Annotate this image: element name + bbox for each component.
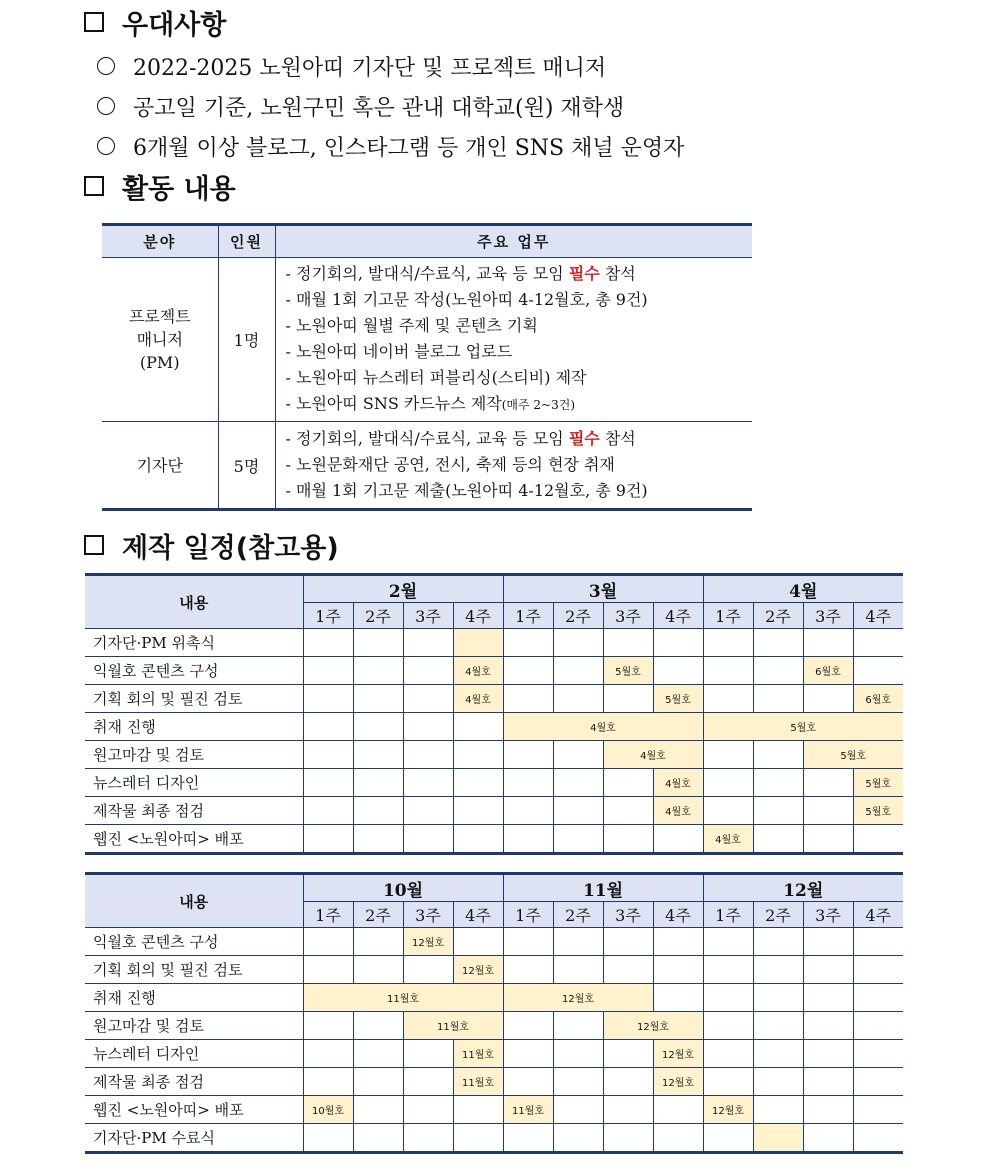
schedule-cell xyxy=(803,1124,853,1153)
schedule-cell xyxy=(753,657,803,685)
schedule-cell xyxy=(603,1068,653,1096)
month-header: 2월 xyxy=(303,575,503,603)
reporter-field: 기자단 xyxy=(102,422,218,510)
schedule-cell xyxy=(603,956,653,984)
circle-bullet-icon xyxy=(97,97,115,115)
schedule-cell xyxy=(603,769,653,797)
required-mark: 필수 xyxy=(568,264,600,283)
schedule-row xyxy=(85,657,903,685)
schedule-cell xyxy=(353,928,403,956)
schedule-cell xyxy=(353,629,403,657)
task-label: 익월호 콘텐츠 구성 xyxy=(85,657,303,685)
week-header: 4주 xyxy=(853,603,903,629)
month-header: 10월 xyxy=(303,874,503,902)
schedule-cell xyxy=(853,956,903,984)
circle-bullet-icon xyxy=(97,57,115,75)
schedule-cell xyxy=(403,825,453,854)
task-label: 익월호 콘텐츠 구성 xyxy=(85,928,303,956)
schedule-bar: 5월호 xyxy=(853,769,903,797)
duty-line: - 정기회의, 발대식/수료식, 교육 등 모임 필수 참석 xyxy=(285,429,636,448)
schedule-cell xyxy=(803,928,853,956)
schedule-row xyxy=(85,1068,903,1096)
schedule-table-2 xyxy=(85,872,903,1154)
schedule-cell xyxy=(803,1040,853,1068)
task-label: 취재 진행 xyxy=(85,713,303,741)
schedule-cell xyxy=(753,741,803,769)
schedule-cell xyxy=(653,1124,703,1153)
activity-heading xyxy=(84,168,236,204)
task-label: 웹진 <노원아띠> 배포 xyxy=(85,825,303,854)
month-header: 4월 xyxy=(703,575,903,603)
schedule-cell xyxy=(853,657,903,685)
week-header: 1주 xyxy=(703,603,753,629)
schedule-bar: 12월호 xyxy=(503,984,653,1012)
schedule-cell xyxy=(303,1040,353,1068)
benefit-item xyxy=(97,130,684,162)
schedule-bar: 12월호 xyxy=(703,1096,753,1124)
schedule-cell xyxy=(353,1068,403,1096)
schedule-cell xyxy=(703,1124,753,1153)
schedule-cell xyxy=(503,797,553,825)
schedule-bar: 11월호 xyxy=(453,1040,503,1068)
schedule-cell xyxy=(503,928,553,956)
required-mark: 필수 xyxy=(568,429,600,448)
schedule-cell xyxy=(453,928,503,956)
schedule-cell xyxy=(803,629,853,657)
schedule-cell xyxy=(353,657,403,685)
schedule-row xyxy=(85,769,903,797)
schedule-bar: 4월호 xyxy=(453,685,503,713)
schedule-bar: 12월호 xyxy=(453,956,503,984)
schedule-cell xyxy=(703,984,753,1012)
schedule-bar: 12월호 xyxy=(403,928,453,956)
schedule-cell xyxy=(403,797,453,825)
benefit-text: 6개월 이상 블로그, 인스타그램 등 개인 SNS 채널 운영자 xyxy=(133,135,685,161)
schedule-bar: 4월호 xyxy=(603,741,703,769)
schedule-bar: 5월호 xyxy=(653,685,703,713)
schedule-row xyxy=(85,1040,903,1068)
schedule-bar: 4월호 xyxy=(503,713,703,741)
week-header: 3주 xyxy=(403,603,453,629)
week-header: 4주 xyxy=(653,902,703,928)
schedule-row xyxy=(85,984,903,1012)
schedule-bar: 10월호 xyxy=(303,1096,353,1124)
content-header: 내용 xyxy=(85,575,303,629)
schedule-cell xyxy=(853,1096,903,1124)
schedule-row xyxy=(85,825,903,854)
schedule-cell xyxy=(603,1040,653,1068)
schedule-cell xyxy=(303,629,353,657)
pm-duties xyxy=(275,258,752,422)
schedule-cell xyxy=(553,1068,603,1096)
schedule-cell xyxy=(403,629,453,657)
week-header: 3주 xyxy=(403,902,453,928)
week-header: 1주 xyxy=(303,603,353,629)
schedule-cell xyxy=(503,657,553,685)
schedule-cell xyxy=(653,928,703,956)
schedule-cell xyxy=(553,797,603,825)
schedule-cell xyxy=(503,825,553,854)
week-header: 1주 xyxy=(303,902,353,928)
schedule-cell xyxy=(553,1096,603,1124)
schedule-cell xyxy=(803,1096,853,1124)
checkbox-square-icon xyxy=(84,535,104,555)
schedule-cell xyxy=(553,629,603,657)
schedule-bar: 5월호 xyxy=(803,741,903,769)
schedule-row xyxy=(85,956,903,984)
schedule-cell xyxy=(303,685,353,713)
schedule-bar: 11월호 xyxy=(453,1068,503,1096)
schedule-cell xyxy=(303,713,353,741)
schedule-bar: 4월호 xyxy=(653,797,703,825)
month-header: 3월 xyxy=(503,575,703,603)
schedule-cell xyxy=(603,629,653,657)
schedule-cell xyxy=(853,1124,903,1153)
schedule-cell xyxy=(503,1068,553,1096)
schedule-cell xyxy=(303,1012,353,1040)
week-header: 4주 xyxy=(453,603,503,629)
pm-field-line: 프로젝트 xyxy=(128,307,191,326)
pm-field-line: 매니저 xyxy=(136,330,183,349)
schedule-bar: 4월호 xyxy=(703,825,753,854)
schedule-bar: 11월호 xyxy=(303,984,503,1012)
schedule-row xyxy=(85,713,903,741)
schedule-cell xyxy=(453,741,503,769)
schedule-cell xyxy=(803,685,853,713)
schedule-cell xyxy=(703,685,753,713)
schedule-cell xyxy=(753,984,803,1012)
schedule-cell xyxy=(303,928,353,956)
schedule-cell xyxy=(553,1040,603,1068)
schedule-cell xyxy=(653,825,703,854)
schedule-cell xyxy=(853,928,903,956)
schedule-cell xyxy=(553,741,603,769)
schedule-cell xyxy=(653,956,703,984)
duty-line: - 매월 1회 기고문 작성(노원아띠 4-12월호, 총 9건) xyxy=(285,290,648,309)
schedule-cell xyxy=(303,657,353,685)
schedule-cell xyxy=(303,956,353,984)
week-header: 2주 xyxy=(753,603,803,629)
schedule-row xyxy=(85,1012,903,1040)
schedule-cell xyxy=(553,685,603,713)
schedule-cell xyxy=(403,1124,453,1153)
benefits-title: 우대사항 xyxy=(122,9,227,41)
week-header: 2주 xyxy=(353,902,403,928)
schedule-cell xyxy=(603,928,653,956)
content-header: 내용 xyxy=(85,874,303,928)
task-label: 기획 회의 및 필진 검토 xyxy=(85,685,303,713)
schedule-cell xyxy=(303,741,353,769)
schedule-cell xyxy=(353,797,403,825)
task-label: 원고마감 및 검토 xyxy=(85,1012,303,1040)
schedule-cell xyxy=(303,1124,353,1153)
schedule-title: 제작 일정(참고용) xyxy=(122,532,339,564)
schedule-bar: 11월호 xyxy=(403,1012,503,1040)
task-label: 뉴스레터 디자인 xyxy=(85,769,303,797)
benefit-item xyxy=(97,90,624,122)
pm-count: 1명 xyxy=(218,258,275,422)
schedule-cell xyxy=(603,1096,653,1124)
duty-line: - 노원문화재단 공연, 전시, 축제 등의 현장 취재 xyxy=(285,455,615,474)
month-header: 12월 xyxy=(703,874,903,902)
schedule-cell xyxy=(503,1012,553,1040)
schedule-row xyxy=(85,1124,903,1153)
schedule-cell xyxy=(403,657,453,685)
schedule-cell xyxy=(753,1068,803,1096)
schedule-bar: 5월호 xyxy=(703,713,903,741)
schedule-bar: 12월호 xyxy=(653,1068,703,1096)
duty-line: - 매월 1회 기고문 제출(노원아띠 4-12월호, 총 9건) xyxy=(285,481,648,500)
activity-table xyxy=(102,223,752,511)
schedule-bar: 12월호 xyxy=(653,1040,703,1068)
schedule-cell xyxy=(403,685,453,713)
week-header: 1주 xyxy=(503,902,553,928)
schedule-cell xyxy=(403,1096,453,1124)
schedule-cell xyxy=(803,825,853,854)
schedule-cell xyxy=(503,629,553,657)
schedule-cell xyxy=(503,741,553,769)
schedule-cell xyxy=(353,741,403,769)
header-duties: 주요 업무 xyxy=(275,225,752,258)
schedule-cell xyxy=(403,713,453,741)
schedule-cell xyxy=(853,984,903,1012)
duty-note: (매주 2~3건) xyxy=(501,398,576,412)
week-header: 3주 xyxy=(603,603,653,629)
schedule-cell xyxy=(803,1068,853,1096)
schedule-cell xyxy=(753,825,803,854)
schedule-row xyxy=(85,685,903,713)
week-header: 4주 xyxy=(653,603,703,629)
schedule-cell xyxy=(753,1012,803,1040)
schedule-cell xyxy=(353,956,403,984)
schedule-cell xyxy=(853,825,903,854)
schedule-cell xyxy=(553,1012,603,1040)
task-label: 기자단·PM 위촉식 xyxy=(85,629,303,657)
schedule-cell xyxy=(703,1068,753,1096)
schedule-cell xyxy=(753,629,803,657)
schedule-cell xyxy=(703,956,753,984)
schedule-row xyxy=(85,1096,903,1124)
schedule-cell xyxy=(503,956,553,984)
schedule-cell xyxy=(403,956,453,984)
schedule-cell xyxy=(403,769,453,797)
task-label: 기획 회의 및 필진 검토 xyxy=(85,956,303,984)
pm-field-line: (PM) xyxy=(139,353,180,372)
week-header: 2주 xyxy=(353,603,403,629)
benefits-heading xyxy=(84,4,226,40)
task-label: 취재 진행 xyxy=(85,984,303,1012)
schedule-cell xyxy=(703,741,753,769)
task-label: 웹진 <노원아띠> 배포 xyxy=(85,1096,303,1124)
schedule-cell xyxy=(453,825,503,854)
schedule-cell xyxy=(353,685,403,713)
schedule-cell xyxy=(553,657,603,685)
schedule-cell xyxy=(453,797,503,825)
benefit-text: 공고일 기준, 노원구민 혹은 관내 대학교(원) 재학생 xyxy=(133,95,625,121)
schedule-cell xyxy=(753,685,803,713)
schedule-cell xyxy=(303,1068,353,1096)
schedule-bar: 4월호 xyxy=(653,769,703,797)
schedule-cell xyxy=(703,657,753,685)
schedule-cell xyxy=(803,956,853,984)
week-header: 2주 xyxy=(553,902,603,928)
schedule-cell xyxy=(703,629,753,657)
schedule-cell xyxy=(553,769,603,797)
benefit-item xyxy=(97,50,606,82)
week-header: 3주 xyxy=(803,603,853,629)
schedule-row xyxy=(85,928,903,956)
schedule-cell xyxy=(553,825,603,854)
schedule-cell xyxy=(453,1096,503,1124)
schedule-cell xyxy=(453,713,503,741)
week-header: 4주 xyxy=(453,902,503,928)
benefit-text: 2022-2025 노원아띠 기자단 및 프로젝트 매니저 xyxy=(133,55,607,81)
schedule-cell xyxy=(703,1040,753,1068)
pm-field xyxy=(102,258,218,422)
schedule-cell xyxy=(653,984,703,1012)
schedule-table-1 xyxy=(85,573,903,855)
schedule-heading xyxy=(84,527,339,563)
duty-line: - 노원아띠 월별 주제 및 콘텐츠 기획 xyxy=(285,316,538,335)
schedule-cell xyxy=(753,956,803,984)
schedule-bar xyxy=(453,629,503,657)
schedule-bar: 5월호 xyxy=(603,657,653,685)
schedule-cell xyxy=(453,769,503,797)
reporter-count: 5명 xyxy=(218,422,275,510)
schedule-cell xyxy=(703,928,753,956)
schedule-cell xyxy=(703,769,753,797)
schedule-cell xyxy=(353,713,403,741)
schedule-row xyxy=(85,797,903,825)
reporter-duties xyxy=(275,422,752,510)
week-header: 1주 xyxy=(703,902,753,928)
schedule-cell xyxy=(403,741,453,769)
schedule-cell xyxy=(603,685,653,713)
duty-line: - 정기회의, 발대식/수료식, 교육 등 모임 필수 참석 xyxy=(285,264,636,283)
schedule-cell xyxy=(753,1096,803,1124)
schedule-bar: 11월호 xyxy=(503,1096,553,1124)
task-label: 뉴스레터 디자인 xyxy=(85,1040,303,1068)
schedule-cell xyxy=(753,1040,803,1068)
header-field: 분야 xyxy=(102,225,218,258)
schedule-cell xyxy=(803,769,853,797)
schedule-cell xyxy=(803,984,853,1012)
schedule-cell xyxy=(753,797,803,825)
schedule-cell xyxy=(703,1012,753,1040)
schedule-cell xyxy=(753,769,803,797)
schedule-cell xyxy=(553,956,603,984)
week-header: 4주 xyxy=(853,902,903,928)
schedule-cell xyxy=(353,1124,403,1153)
schedule-cell xyxy=(503,685,553,713)
circle-bullet-icon xyxy=(97,137,115,155)
task-label: 제작물 최종 점검 xyxy=(85,1068,303,1096)
schedule-cell xyxy=(553,1124,603,1153)
week-header: 3주 xyxy=(603,902,653,928)
schedule-cell xyxy=(853,1012,903,1040)
schedule-cell xyxy=(403,1068,453,1096)
week-header: 2주 xyxy=(553,603,603,629)
duty-line: - 노원아띠 뉴스레터 퍼블리싱(스티비) 제작 xyxy=(285,368,587,387)
schedule-cell xyxy=(303,825,353,854)
schedule-cell xyxy=(303,769,353,797)
month-header: 11월 xyxy=(503,874,703,902)
task-label: 원고마감 및 검토 xyxy=(85,741,303,769)
activity-title: 활동 내용 xyxy=(122,173,236,205)
schedule-cell xyxy=(603,797,653,825)
schedule-cell xyxy=(653,1096,703,1124)
schedule-cell xyxy=(653,657,703,685)
schedule-cell xyxy=(453,1124,503,1153)
week-header: 2주 xyxy=(753,902,803,928)
schedule-cell xyxy=(853,629,903,657)
schedule-cell xyxy=(703,797,753,825)
schedule-cell xyxy=(603,825,653,854)
duty-line: - 노원아띠 SNS 카드뉴스 제작(매주 2~3건) xyxy=(285,394,576,413)
schedule-cell xyxy=(353,769,403,797)
task-label: 제작물 최종 점검 xyxy=(85,797,303,825)
schedule-cell xyxy=(753,928,803,956)
schedule-cell xyxy=(803,1012,853,1040)
task-label: 기자단·PM 수료식 xyxy=(85,1124,303,1153)
schedule-cell xyxy=(353,1040,403,1068)
checkbox-square-icon xyxy=(84,176,104,196)
schedule-bar xyxy=(753,1124,803,1153)
schedule-cell xyxy=(503,1040,553,1068)
schedule-cell xyxy=(353,1012,403,1040)
schedule-cell xyxy=(803,797,853,825)
schedule-bar: 5월호 xyxy=(853,797,903,825)
schedule-cell xyxy=(303,797,353,825)
schedule-bar: 4월호 xyxy=(453,657,503,685)
week-header: 1주 xyxy=(503,603,553,629)
schedule-bar: 12월호 xyxy=(603,1012,703,1040)
schedule-cell xyxy=(553,928,603,956)
schedule-cell xyxy=(503,1124,553,1153)
schedule-cell xyxy=(603,1124,653,1153)
checkbox-square-icon xyxy=(84,12,104,32)
header-count: 인원 xyxy=(218,225,275,258)
schedule-cell xyxy=(853,1068,903,1096)
schedule-cell xyxy=(503,769,553,797)
schedule-cell xyxy=(353,1096,403,1124)
duty-line: - 노원아띠 네이버 블로그 업로드 xyxy=(285,342,513,361)
schedule-cell xyxy=(353,825,403,854)
schedule-cell xyxy=(853,1040,903,1068)
schedule-bar: 6월호 xyxy=(853,685,903,713)
schedule-row xyxy=(85,629,903,657)
week-header: 3주 xyxy=(803,902,853,928)
schedule-cell xyxy=(403,1040,453,1068)
schedule-row xyxy=(85,741,903,769)
schedule-cell xyxy=(653,629,703,657)
schedule-bar: 6월호 xyxy=(803,657,853,685)
